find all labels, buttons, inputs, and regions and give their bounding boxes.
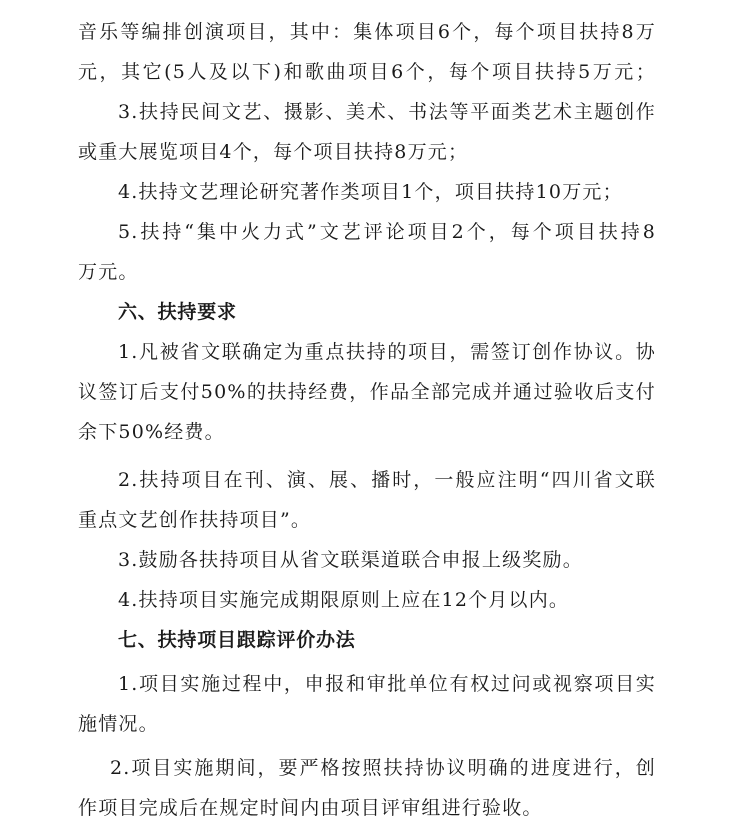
list-item: 3.鼓励各扶持项目从省文联渠道联合申报上级奖励。 (118, 549, 583, 571)
list-item: 3.扶持民间文艺、摄影、美术、书法等平面类艺术主题创作 (118, 101, 656, 123)
text-line: 作项目完成后在规定时间内由项目评审组进行验收。 (78, 797, 543, 819)
list-item: 1.项目实施过程中，申报和审批单位有权过问或视察项目实 (118, 673, 656, 695)
list-item: 4.扶持项目实施完成期限原则上应在12个月以内。 (118, 589, 570, 611)
text-line: 音乐等编排创演项目，其中：集体项目6个，每个项目扶持8万 (78, 21, 656, 43)
text-line: 元，其它(5人及以下)和歌曲项目6个，每个项目扶持5万元； (78, 61, 656, 83)
text-line: 余下50%经费。 (78, 421, 225, 443)
text-line: 重点文艺创作扶持项目”。 (78, 509, 312, 531)
text-line: 万元。 (78, 261, 139, 283)
list-item: 1.凡被省文联确定为重点扶持的项目，需签订创作协议。协 (118, 341, 656, 363)
list-item: 2.项目实施期间，要严格按照扶持协议明确的进度进行，创 (110, 757, 656, 779)
list-item: 2.扶持项目在刊、演、展、播时，一般应注明“四川省文联 (118, 469, 656, 491)
text-line: 或重大展览项目4个，每个项目扶持8万元； (78, 141, 469, 163)
section-heading: 六、扶持要求 (118, 301, 237, 323)
text-line: 议签订后支付50%的扶持经费，作品全部完成并通过验收后支付 (78, 381, 656, 403)
list-item: 4.扶持文艺理论研究著作类项目1个，项目扶持10万元； (118, 181, 623, 203)
list-item: 5.扶持“集中火力式”文艺评论项目2个，每个项目扶持8 (118, 221, 656, 243)
text-line: 施情况。 (78, 713, 159, 735)
section-heading: 七、扶持项目跟踪评价办法 (118, 629, 356, 651)
